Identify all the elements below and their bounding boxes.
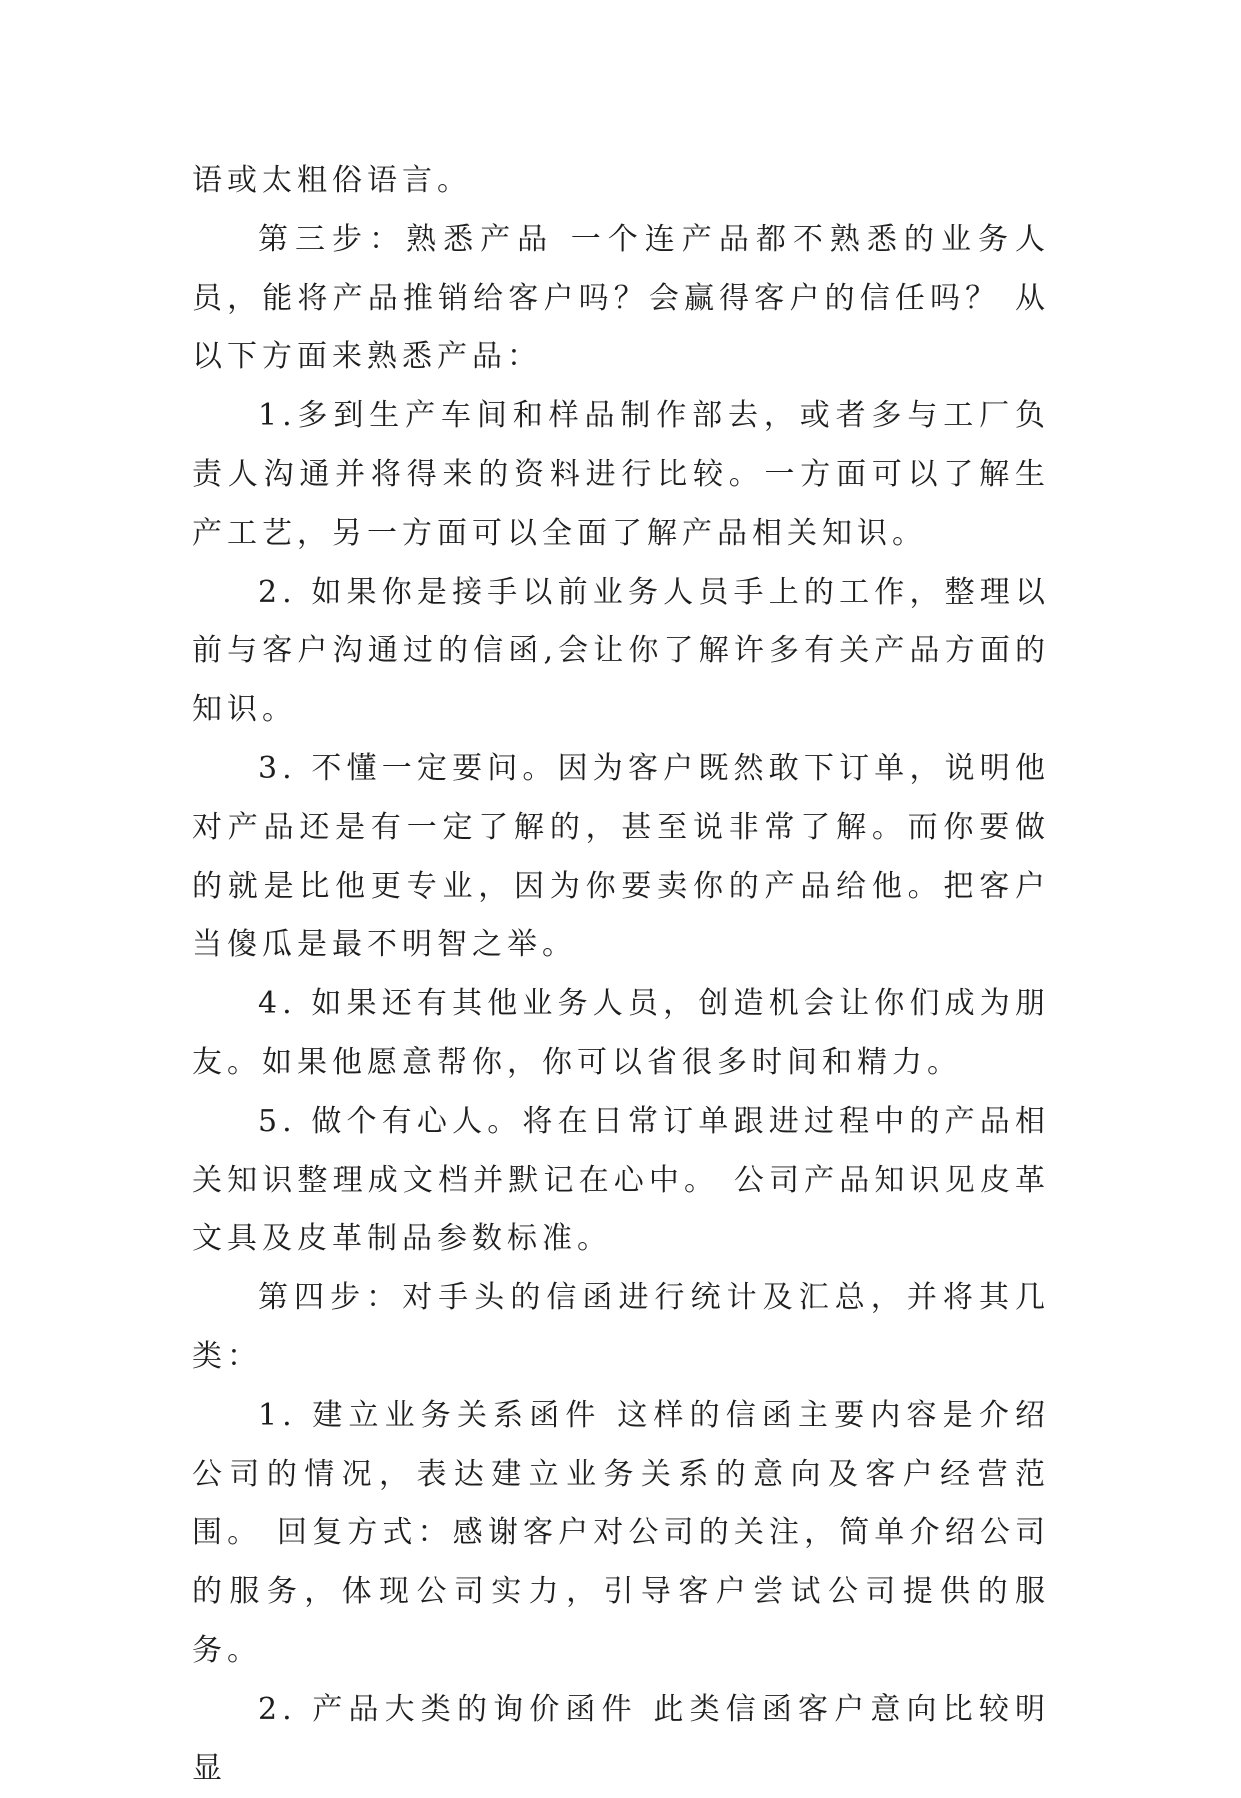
document-body bbox=[192, 152, 1050, 1798]
paragraph-6: 4. 如果还有其他业务人员，创造机会让你们成为朋友。如果他愿意帮你，你可以省很多时间和精力。 bbox=[192, 986, 1050, 1080]
paragraph-7: 5. 做个有心人。将在日常订单跟进过程中的产品相关知识整理成文档并默记在心中。 公司产品知识见皮革文具及皮革制品参数标准。 bbox=[192, 1103, 1050, 1257]
paragraph-3: 1.多到生产车间和样品制作部去，或者多与工厂负责人沟通并将得来的资料进行比较。一方面可以了解生产工艺，另一方面可以全面了解产品相关知识。 bbox=[192, 398, 1050, 551]
paragraph-5: 3. 不懂一定要问。因为客户既然敢下订单，说明他对产品还是有一定了解的，甚至说非常了解。而你要做的就是比他更专业，因为你要卖你的产品给他。把客户当傻瓜是最不明智之举。 bbox=[192, 750, 1050, 963]
paragraph-10: 2. 产品大类的询价函件 此类信函客户意向比较明显 bbox=[192, 1691, 1050, 1786]
paragraph-2: 第三步：熟悉产品 一个连产品都不熟悉的业务人员，能将产品推销给客户吗？会赢得客户的信任吗？ 从以下方面来熟悉产品： bbox=[192, 221, 1050, 375]
paragraph-1: 语或太粗俗语言。 bbox=[192, 163, 472, 198]
paragraph-8: 第四步：对手头的信函进行统计及汇总，并将其几类： bbox=[192, 1280, 1050, 1374]
paragraph-9: 1. 建立业务关系函件 这样的信函主要内容是介绍公司的情况，表达建立业务关系的意向及客户经营范围。 回复方式：感谢客户对公司的关注，简单介绍公司的服务，体现公司实力，引导客户尝试公司提供的服务。 bbox=[192, 1397, 1050, 1668]
paragraph-4: 2. 如果你是接手以前业务人员手上的工作，整理以前与客户沟通过的信函,会让你了解许多有关产品方面的知识。 bbox=[192, 574, 1050, 728]
